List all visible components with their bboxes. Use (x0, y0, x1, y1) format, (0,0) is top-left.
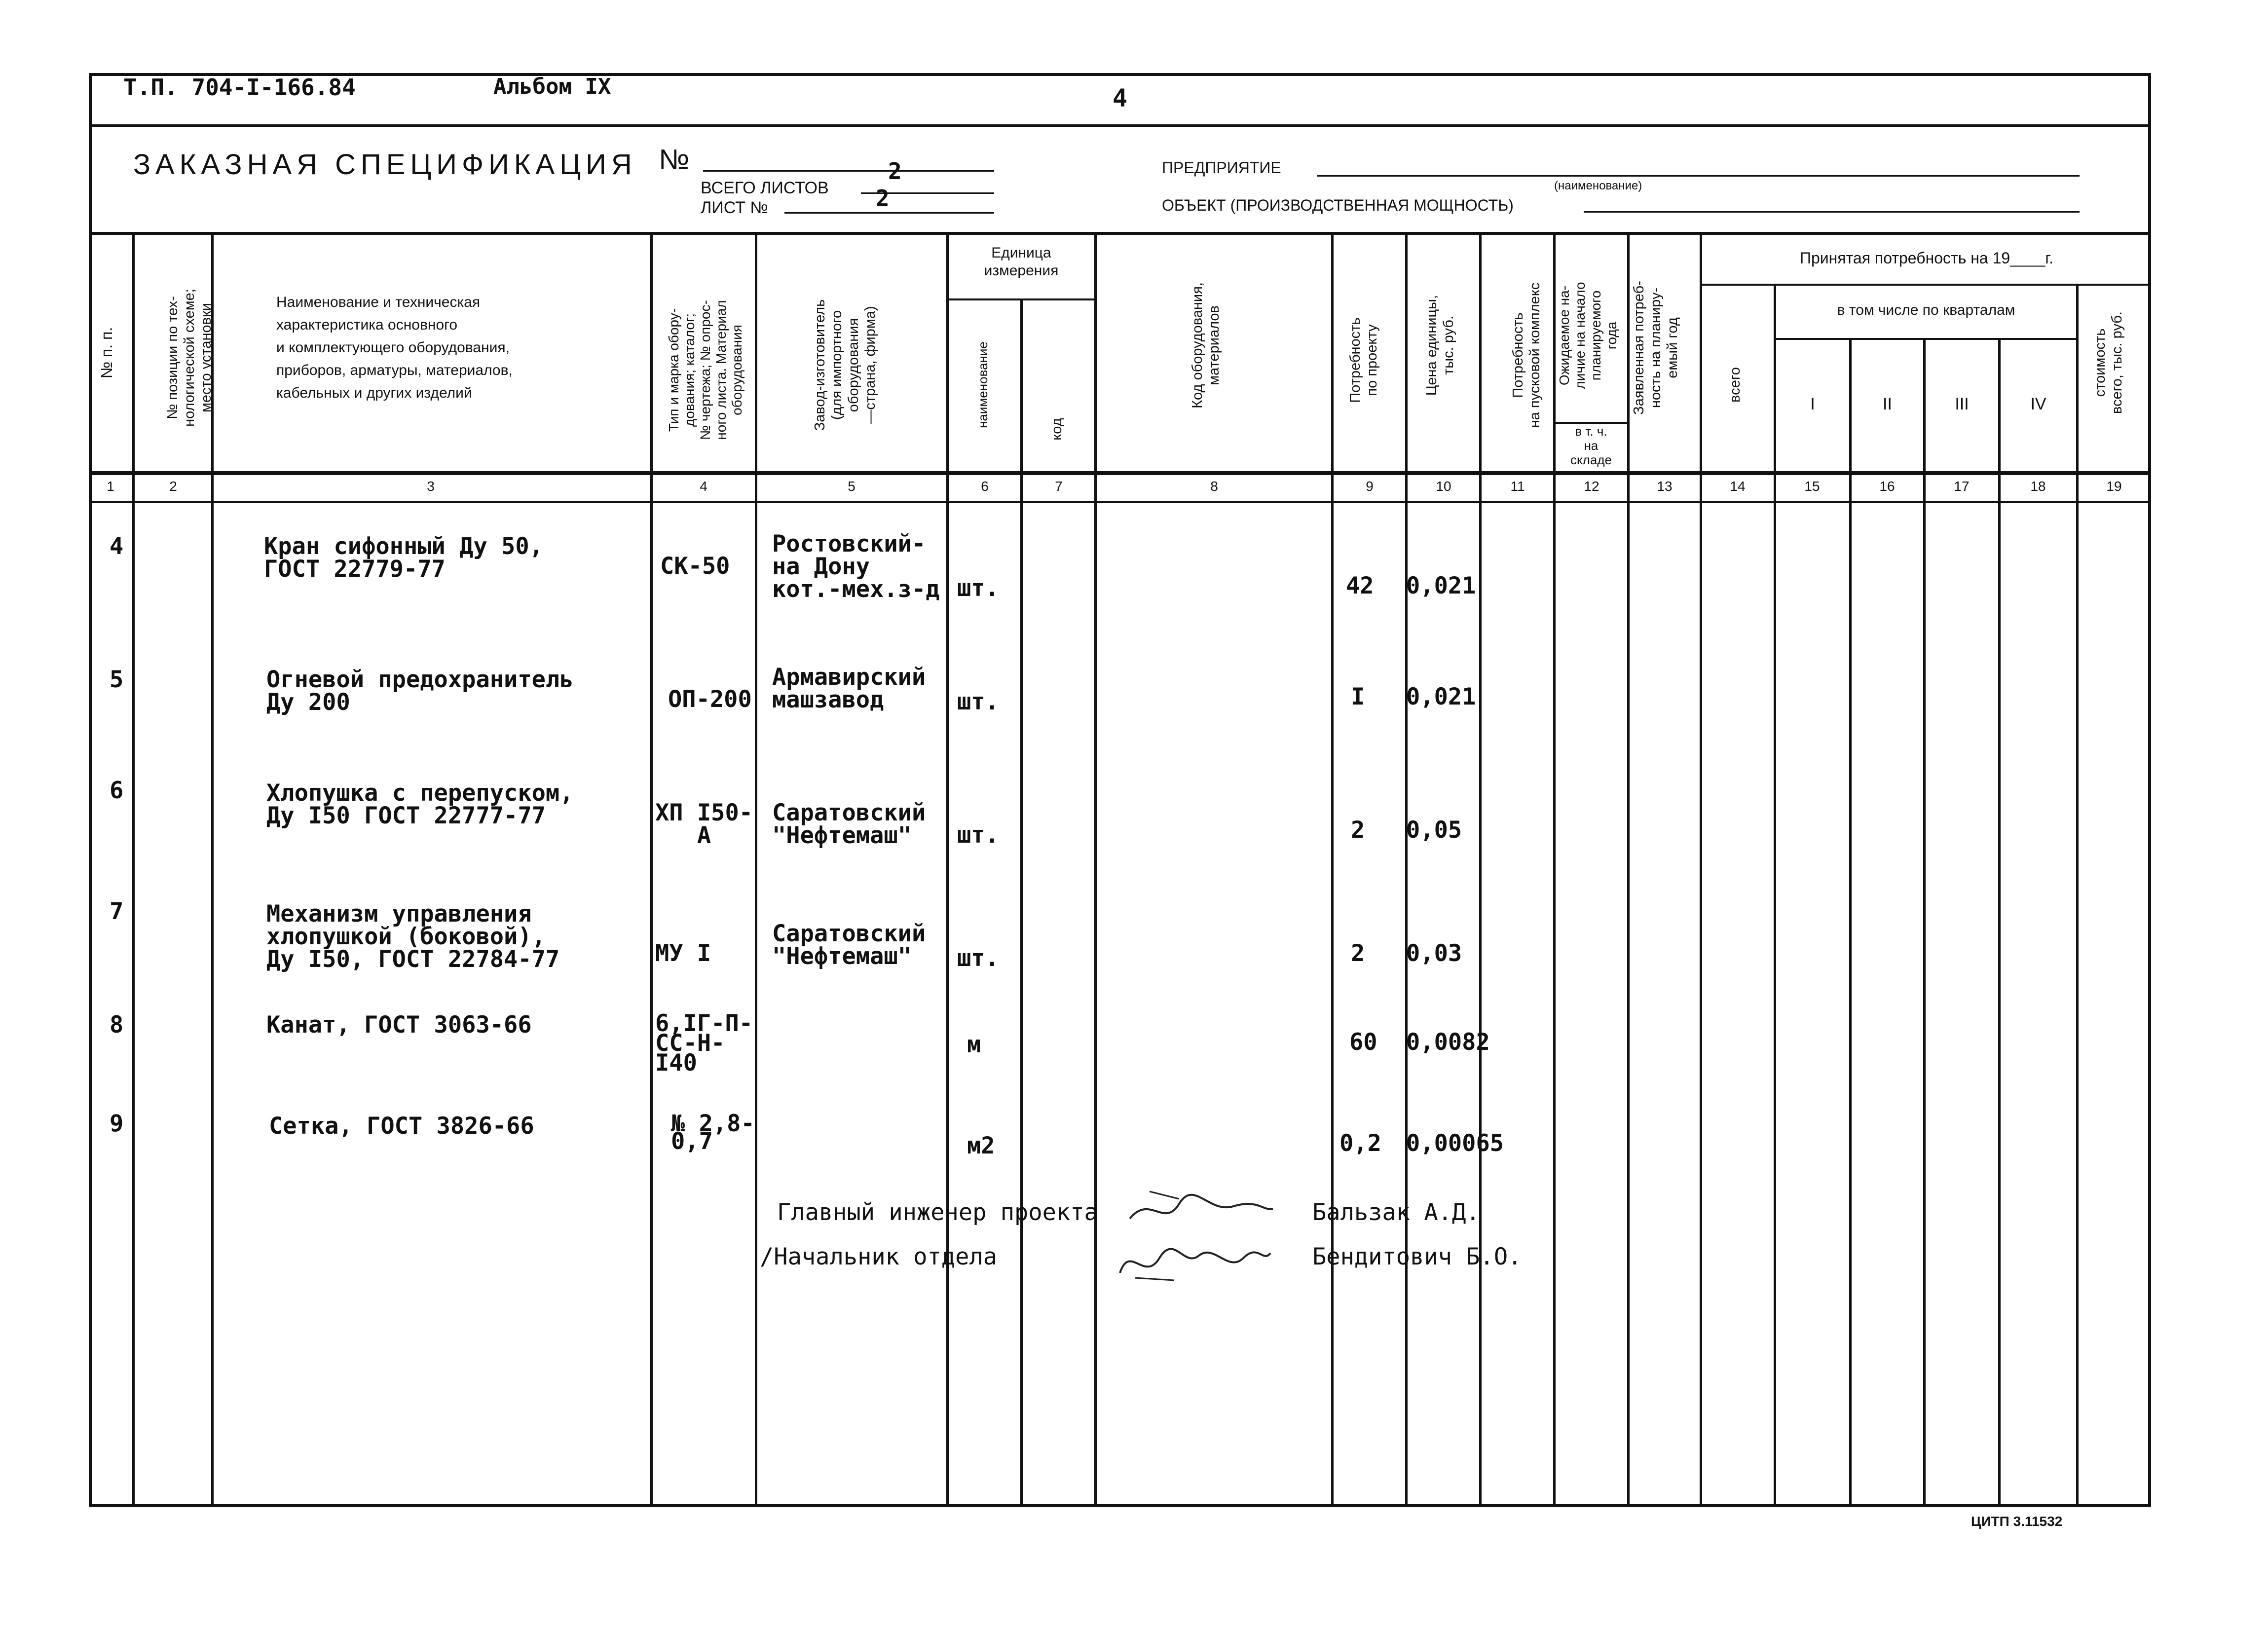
col-sep-11 (1553, 232, 1556, 1507)
colnum-17: 17 (1954, 479, 1970, 494)
header-c10: Цена единицы, тыс. руб. (1424, 295, 1456, 396)
sheets-total-value: 2 (888, 158, 902, 185)
object-label: ОБЪЕКТ (ПРОИЗВОДСТВЕННАЯ МОЩНОСТЬ) (1162, 196, 1514, 214)
colnum-18: 18 (2030, 479, 2046, 494)
album-label: Альбом IX (493, 74, 611, 99)
header-c19: стоимость всего, тыс. руб. (2092, 311, 2125, 414)
header-c8: Код оборудования, материалов (1190, 282, 1222, 409)
chief-engineer-name: Бальзак А.Д. (1312, 1199, 1480, 1226)
row-qty: 2 (1351, 817, 1365, 844)
header-c4: Тип и марка обору- дования; каталог; № чертежа; № опрос- ного листа. Материал оборудования (666, 300, 744, 440)
row-no: 5 (110, 666, 124, 693)
colnum-1: 1 (107, 479, 114, 494)
signature-chief-engineer (1120, 1184, 1278, 1238)
col-sep-15 (1849, 338, 1852, 1507)
sheet-line (784, 212, 994, 214)
header-quarters-group: в том числе по кварталам (1837, 302, 2015, 318)
row-no: 7 (110, 898, 124, 925)
row-name: Огневой предохранитель Ду 200 (266, 666, 574, 716)
header-c1: № п. п. (98, 327, 115, 379)
row-name: Кран сифонный Ду 50, ГОСТ 22779-77 (264, 533, 543, 583)
row-maker: Саратовский "Нефтемаш" (772, 920, 926, 970)
col-sep-5 (946, 232, 949, 1507)
colnum-6: 6 (981, 479, 989, 494)
header-c13: Заявленная потреб- ность на планиру- емый год (1631, 281, 1680, 415)
row-maker: Армавирский машзавод (772, 664, 926, 713)
rule-header-bottom (89, 471, 2151, 475)
colnum-8: 8 (1210, 479, 1218, 494)
spec-number-line (703, 170, 994, 172)
colnum-12: 12 (1584, 479, 1599, 494)
row-price: 0,05 (1406, 817, 1462, 844)
header-c6: наименование (975, 341, 990, 428)
row-price: 0,0082 (1406, 1029, 1490, 1056)
row-price: 0,00065 (1406, 1130, 1504, 1157)
row-unit: шт. (957, 688, 999, 715)
row-name: Сетка, ГОСТ 3826-66 (269, 1113, 534, 1140)
row-name: Механизм управления хлопушкой (боковой), Ду I50, ГОСТ 22784-77 (266, 900, 560, 973)
row-qty: 2 (1351, 940, 1365, 967)
col-sep-9 (1405, 232, 1408, 1507)
header-c2: № позиции по тех- нологической схеме; место установки (165, 289, 214, 427)
row-qty: I (1351, 683, 1365, 710)
row-maker: Ростовский- на Дону кот.-мех.з-д (772, 530, 940, 603)
sheets-total-label: ВСЕГО ЛИСТОВ (701, 179, 829, 197)
colnum-19: 19 (2106, 479, 2122, 494)
header-c14: всего (1727, 367, 1743, 403)
rule-numbers-bottom (89, 501, 2151, 503)
col-sep-10 (1479, 232, 1482, 1507)
row-type: ОП-200 (668, 686, 752, 713)
row-type: ХП I50- А (655, 799, 753, 849)
row-unit: шт. (957, 945, 999, 972)
header-c9: Потребность по проекту (1347, 317, 1380, 403)
row-unit: шт. (957, 575, 999, 602)
header-c11: Потребность на пусковой комплекс (1510, 282, 1543, 428)
header-c5: Завод-изготовитель (для импортного оборудования —страна, фирма) (812, 299, 878, 431)
chief-engineer-title: Главный инженер проекта (777, 1199, 1098, 1226)
header-c7: код (1049, 418, 1065, 441)
colnum-11: 11 (1510, 479, 1525, 494)
rule-accepted-group (1700, 284, 2151, 286)
colnum-3: 3 (427, 479, 435, 494)
row-unit: м2 (967, 1132, 995, 1159)
colnum-14: 14 (1730, 479, 1746, 494)
col-sep-18 (2076, 284, 2079, 1507)
colnum-10: 10 (1436, 479, 1451, 494)
sheet-value: 2 (876, 185, 890, 212)
colnum-2: 2 (169, 479, 177, 494)
colnum-4: 4 (700, 479, 707, 494)
row-qty: 42 (1346, 572, 1374, 599)
row-no: 8 (110, 1011, 124, 1039)
row-price: 0,021 (1406, 683, 1476, 710)
spec-number-label: № (659, 144, 690, 176)
enterprise-line (1317, 175, 2080, 177)
row-no: 6 (110, 777, 124, 804)
header-c12: Ожидаемое на- личие на начало планируемого года (1557, 282, 1619, 389)
doc-code: Т.П. 704-I-166.84 (123, 74, 356, 101)
sheet-label: ЛИСТ № (701, 198, 768, 217)
col-sep-3 (650, 232, 653, 1507)
header-unit-group: Единица измерения (984, 245, 1059, 279)
header-c17: III (1955, 395, 1969, 413)
colnum-9: 9 (1366, 479, 1374, 494)
row-maker: Саратовский "Нефтемаш" (772, 799, 926, 849)
object-line (1584, 211, 2080, 213)
col-sep-1 (132, 232, 135, 1507)
footer-stamp: ЦИТП 3.11532 (1971, 1514, 2063, 1529)
row-price: 0,021 (1406, 572, 1476, 599)
row-type: СК-50 (660, 553, 730, 580)
header-c3: Наименование и техническая характеристика основного и комплектующего оборудования, приборов, арматуры, материалов, кабельных и других изделий (276, 294, 513, 401)
row-unit: м (967, 1031, 981, 1058)
col-sep-8 (1331, 232, 1334, 1507)
header-c15: I (1810, 395, 1815, 413)
row-qty: 60 (1349, 1029, 1377, 1056)
header-c18: IV (2030, 395, 2046, 413)
colnum-7: 7 (1055, 479, 1063, 494)
signature-department-head (1115, 1233, 1273, 1288)
row-name: Канат, ГОСТ 3063-66 (266, 1011, 532, 1039)
page-number: 4 (1113, 84, 1128, 112)
header-c12-sub: в т. ч. на складе (1570, 424, 1612, 467)
row-name: Хлопушка с перепуском, Ду I50 ГОСТ 22777-77 (266, 780, 574, 829)
row-qty: 0,2 (1339, 1130, 1381, 1157)
col-sep-14 (1774, 284, 1776, 1507)
row-type: № 2,8- 0,7 (671, 1110, 755, 1155)
col-sep-13 (1700, 232, 1702, 1507)
row-type: МУ I (655, 940, 711, 967)
colnum-16: 16 (1879, 479, 1895, 494)
colnum-13: 13 (1657, 479, 1673, 494)
col-sep-12 (1627, 232, 1630, 1507)
row-no: 9 (110, 1110, 124, 1137)
row-price: 0,03 (1406, 940, 1462, 967)
col-sep-16 (1923, 338, 1926, 1507)
colnum-15: 15 (1804, 479, 1820, 494)
rule-top-band (89, 124, 2151, 127)
enterprise-label: ПРЕДПРИЯТИЕ (1162, 159, 1281, 177)
row-type: 6,IГ-П- СС-Н- I40 (655, 1010, 753, 1077)
col-sep-17 (1998, 338, 2001, 1507)
department-head-title: /Начальник отдела (760, 1243, 998, 1270)
col-sep-6 (1020, 298, 1023, 1507)
colnum-5: 5 (848, 479, 855, 494)
header-c16: II (1883, 395, 1892, 413)
spec-heading: ЗАКАЗНАЯ СПЕЦИФИКАЦИЯ (133, 149, 637, 181)
rule-title-bottom (89, 232, 2151, 235)
col-sep-4 (755, 232, 757, 1507)
col-sep-7 (1094, 232, 1097, 1507)
row-unit: шт. (957, 821, 999, 849)
department-head-name: Бендитович Б.О. (1312, 1243, 1522, 1270)
row-no: 4 (110, 533, 124, 560)
header-accepted-group: Принятая потребность на 19____г. (1799, 249, 2054, 267)
naming-caption: (наименование) (1554, 179, 1642, 192)
